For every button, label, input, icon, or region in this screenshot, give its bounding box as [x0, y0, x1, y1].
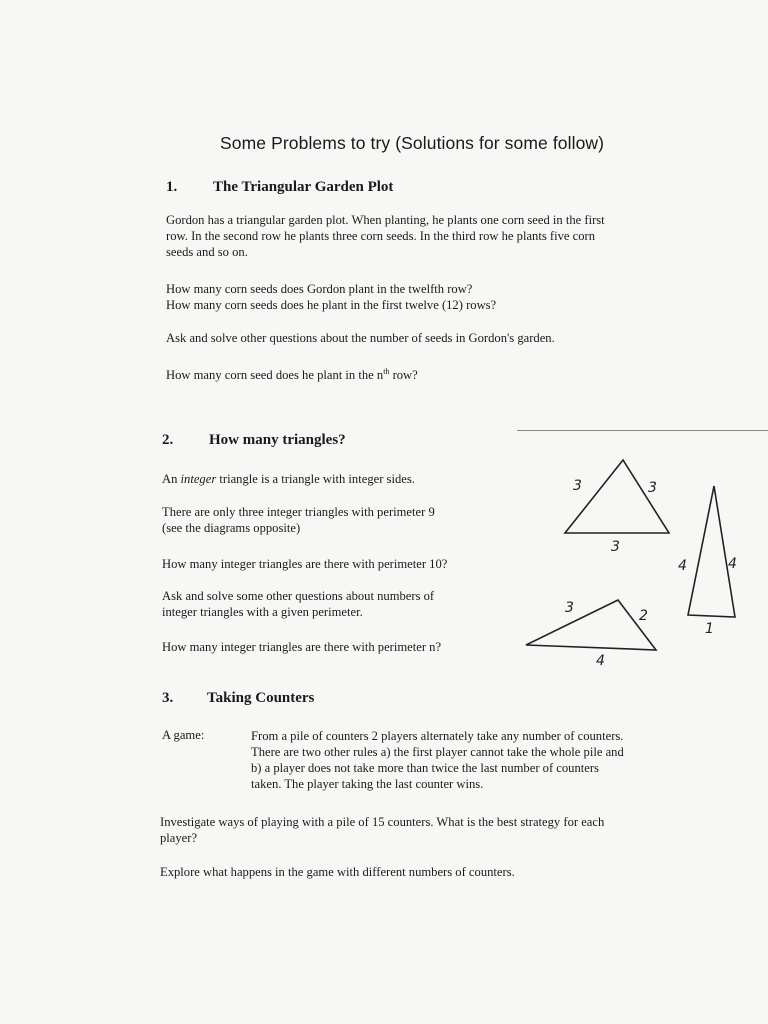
- section-2-explore: [162, 588, 434, 620]
- label-t3-left: 3: [565, 600, 574, 616]
- paragraph-line: (see the diagrams opposite): [162, 521, 301, 535]
- label-t3-base: 4: [596, 653, 605, 669]
- question-nth-row-end: row?: [389, 368, 418, 383]
- label-t2-left: 4: [678, 558, 687, 574]
- definition-italic-term: integer: [180, 472, 217, 486]
- label-t1-base: 3: [611, 539, 620, 555]
- question-nth-row-text: How many corn seed does he plant in the n: [166, 368, 384, 383]
- section-1-title: The Triangular Garden Plot: [213, 179, 394, 195]
- paragraph-line: Investigate ways of playing with a pile of 15 counters. What is the best strategy for each: [160, 815, 605, 829]
- triangle-3-3-3: [565, 460, 669, 533]
- paragraph-line: There are only three integer triangles with perimeter 9: [162, 505, 435, 519]
- paragraph-line: Gordon has a triangular garden plot. When planting, he plants one corn seed in the first: [166, 213, 605, 227]
- triangle-diagrams: [505, 420, 768, 680]
- superscript-th: th: [383, 367, 390, 376]
- question-nth-row: [166, 364, 418, 383]
- section-3-number: 3.: [162, 690, 174, 706]
- section-1-paragraph: [166, 212, 605, 260]
- question-twelfth-row: How many corn seeds does Gordon plant in the twelfth row?: [166, 282, 473, 296]
- section-2-title: How many triangles?: [209, 432, 346, 448]
- section-2-number: 2.: [162, 432, 174, 448]
- question-first-twelve-rows: How many corn seeds does he plant in the first twelve (12) rows?: [166, 298, 497, 312]
- paragraph-line: row. In the second row he plants three corn seeds. In the third row he plants five corn: [166, 229, 595, 243]
- integer-triangle-definition: [162, 471, 415, 487]
- label-t2-right: 4: [728, 556, 737, 572]
- paragraph-line: integer triangles with a given perimeter.: [162, 605, 363, 619]
- triangle-4-4-1: [688, 486, 735, 617]
- rule-line: There are two other rules a) the first player cannot take the whole pile and: [251, 745, 624, 759]
- section-3-title: Taking Counters: [207, 690, 315, 706]
- section-3-explore: Explore what happens in the game with different numbers of counters.: [160, 865, 515, 879]
- game-rules: [251, 728, 624, 792]
- label-t3-right: 2: [639, 608, 648, 624]
- game-label: A game:: [162, 728, 205, 742]
- label-t1-right: 3: [648, 480, 657, 496]
- paragraph-line: seeds and so on.: [166, 245, 248, 259]
- section-1-questions: [166, 281, 496, 313]
- rule-line: taken. The player taking the last counter wins.: [251, 777, 484, 791]
- section-2-paragraph: [162, 504, 435, 536]
- page-title: Some Problems to try (Solutions for some follow): [220, 133, 605, 153]
- section-1-number: 1.: [166, 179, 178, 195]
- label-t2-base: 1: [705, 621, 714, 637]
- rule-line: From a pile of counters 2 players alternately take any number of counters.: [251, 729, 624, 743]
- question-perimeter-n: How many integer triangles are there with perimeter n?: [162, 640, 442, 654]
- question-perimeter-10: How many integer triangles are there with perimeter 10?: [162, 557, 448, 571]
- paragraph-line: Ask and solve some other questions about numbers of: [162, 589, 435, 603]
- question-other: Ask and solve other questions about the number of seeds in Gordon's garden.: [166, 331, 555, 345]
- definition-prefix: An: [162, 472, 181, 486]
- label-t1-left: 3: [573, 478, 582, 494]
- section-3-investigate: [160, 814, 604, 846]
- definition-suffix: triangle is a triangle with integer sides.: [216, 472, 415, 486]
- rule-line: b) a player does not take more than twice the last number of counters: [251, 761, 599, 775]
- paragraph-line: player?: [160, 831, 198, 845]
- triangle-3-2-4: [526, 600, 656, 650]
